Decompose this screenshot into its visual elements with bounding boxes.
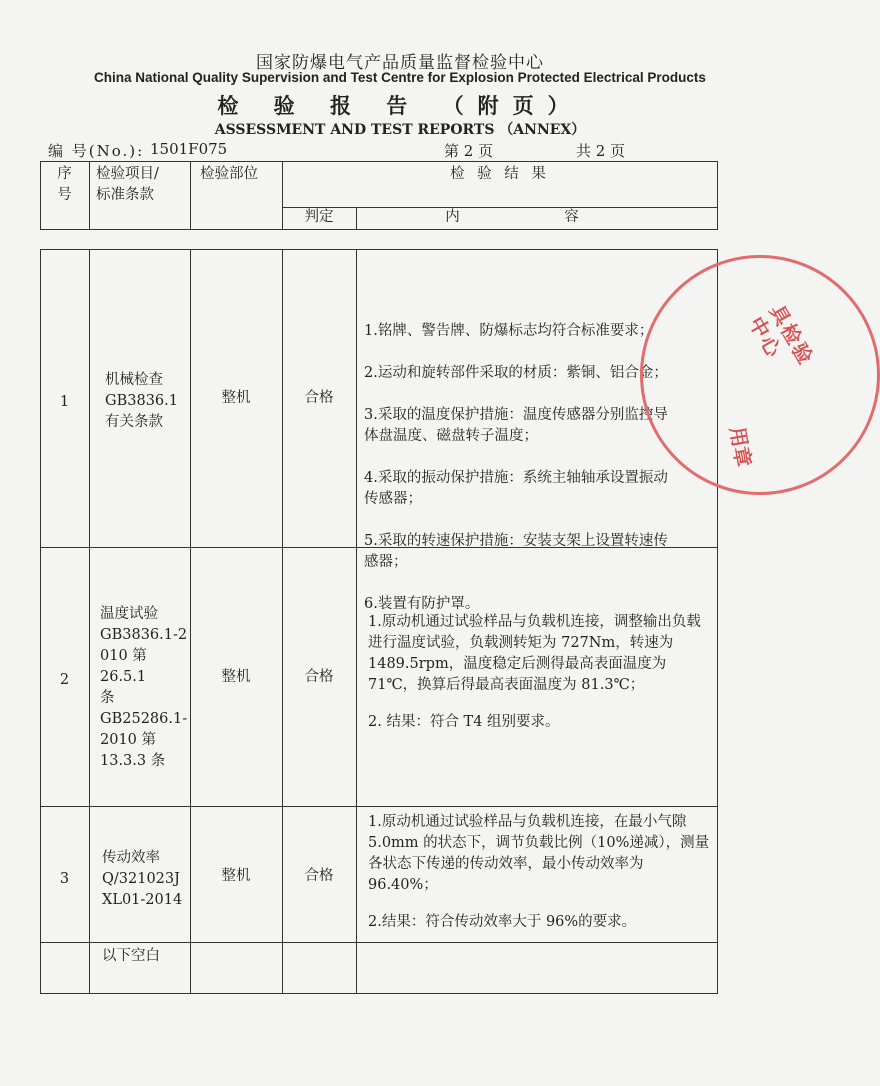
blank-note: 以下空白 (102, 948, 160, 964)
row1-content-line: 2.运动和旋转部件采取的材质：紫铜、铝合金； (364, 365, 668, 381)
report-title-cn: 检 验 报 告 （附页） (217, 93, 583, 118)
header-part: 检验部位 (200, 166, 258, 182)
row3-seq: 3 (59, 871, 70, 887)
row1-content-line: 4.采取的振动保护措施：系统主轴轴承设置振动 传感器； (364, 470, 668, 507)
row3-judgement: 合格 (304, 868, 334, 884)
row3-item: 传动效率 Q/321023J XL01-2014 (102, 850, 183, 908)
row2-item: 温度试验 GB3836.1-2 010 第 26.5.1 条 GB25286.1- 2010 第 13.3.3 条 (100, 606, 188, 769)
official-seal (640, 255, 880, 495)
row2-seq: 2 (59, 672, 70, 688)
header-seq: 序 号 (57, 166, 72, 203)
seal-text-2: 用章 (725, 424, 756, 469)
row3-content-line: 1.原动机通过试验样品与负载机连接，在最小气隙 5.0mm 的状态下，调节负载比例（10%递减），测量各状态下传递的传动效率，最小传动效率为 96.40%； (368, 814, 710, 893)
org-name-cn: 国家防爆电气产品质量监督检验中心 (256, 53, 544, 73)
report-number-label: 编 号(No.): (48, 142, 145, 160)
header-result: 检 验 结 果 (450, 166, 550, 182)
row2-judgement: 合格 (304, 669, 334, 685)
row3-content-line: 2.结果：符合传动效率大于 96%的要求。 (368, 914, 637, 930)
report-title-en: ASSESSMENT AND TEST REPORTS （ANNEX） (214, 122, 586, 138)
row3-part: 整机 (221, 868, 251, 884)
report-number: 1501F075 (150, 140, 228, 158)
org-name-en: China National Quality Supervision and Test Centre for Explosion Protected Electrical Products (94, 70, 706, 85)
row1-judgement: 合格 (304, 390, 334, 406)
row2-content-line: 1.原动机通过试验样品与负载机连接，调整输出负载进行温度试验，负载测转矩为 727Nm，转速为 1489.5rpm，温度稳定后测得最高表面温度为 71℃，换算后得最高表面温度为 81.3℃； (368, 614, 701, 693)
row3-content (368, 812, 714, 933)
row2-content-line: 2. 结果：符合 T4 组别要求。 (368, 714, 560, 730)
seal-text: 具检验中心 (744, 300, 819, 370)
row1-content-line: 3.采取的温度保护措施：温度传感器分别监控导 体盘温度、磁盘转子温度； (364, 407, 668, 444)
row2-content (368, 612, 714, 733)
row2-part: 整机 (221, 669, 251, 685)
row1-content-line: 5.采取的转速保护措施：安装支架上设置转速传 感器； (364, 533, 668, 570)
page-total: 共 2 页 (576, 142, 626, 160)
row1-part: 整机 (221, 390, 251, 406)
row1-item: 机械检查 GB3836.1 有关条款 (105, 372, 178, 430)
header-judgement: 判定 (304, 209, 334, 225)
row1-seq: 1 (59, 394, 70, 410)
row1-content-line: 1.铭牌、警告牌、防爆标志均符合标准要求； (364, 323, 654, 339)
header-item: 检验项目/ 标准条款 (96, 166, 159, 203)
page-current: 第 2 页 (444, 142, 494, 160)
header-content: 内 容 (445, 209, 629, 225)
row1-content-line: 6.装置有防护罩。 (364, 596, 480, 612)
